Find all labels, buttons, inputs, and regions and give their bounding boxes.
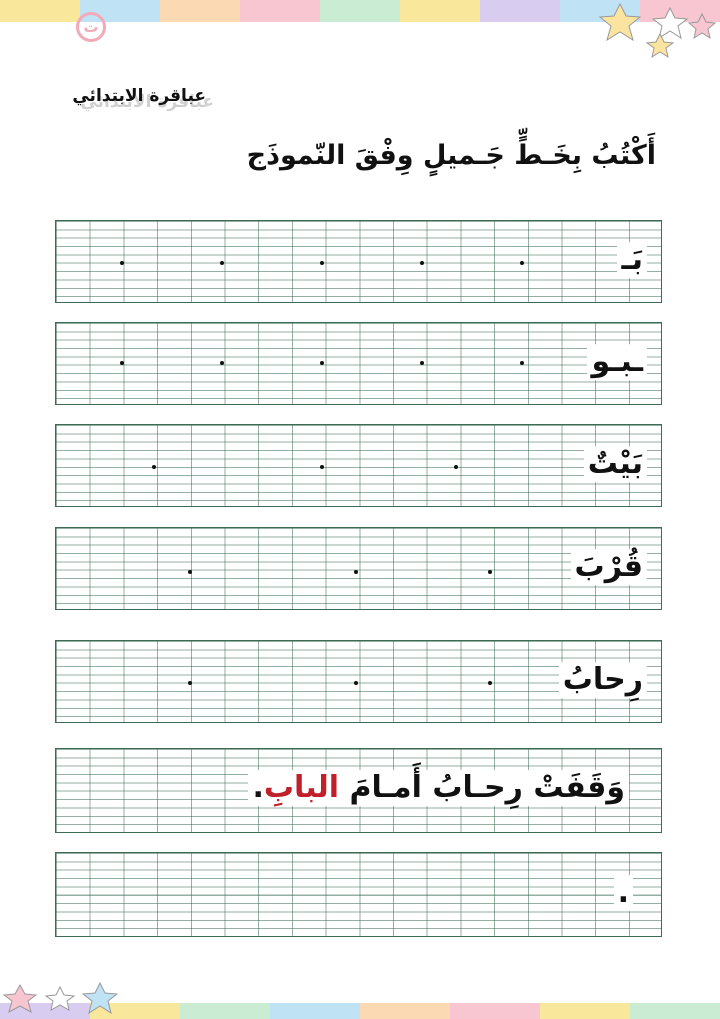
trace-dot — [188, 681, 192, 685]
trace-dot — [454, 465, 458, 469]
model-word: بَـ — [617, 242, 647, 278]
model-dot: . — [614, 875, 633, 911]
model-word: قُرْبَ — [571, 549, 647, 585]
trace-dot — [320, 361, 324, 365]
logo-icon: ت — [76, 12, 106, 42]
trace-dot — [520, 261, 524, 265]
trace-dot — [220, 361, 224, 365]
practice-row-5 — [55, 640, 662, 723]
instruction-heading: أَكْتُبُ بِخَـطٍّ جَـميلٍ وِفْقَ النّموذَج — [246, 140, 656, 171]
model-sentence — [248, 770, 629, 806]
trace-dot — [488, 681, 492, 685]
trace-dot — [320, 261, 324, 265]
sentence-part: أَمـامَ — [339, 769, 433, 805]
trace-dot — [354, 570, 358, 574]
trace-dot — [220, 261, 224, 265]
stars-decoration-icon — [0, 979, 140, 1019]
trace-dot — [520, 361, 524, 365]
brand-label: عباقرة الابتدائي — [72, 86, 206, 106]
practice-row-3 — [55, 424, 662, 507]
trace-dot — [120, 361, 124, 365]
model-word: رِحابُ — [559, 662, 647, 698]
trace-dot — [188, 570, 192, 574]
model-word: ـبـو — [587, 344, 647, 380]
trace-dot — [420, 361, 424, 365]
practice-row-1 — [55, 220, 662, 303]
stars-decoration-icon — [590, 0, 720, 60]
trace-dot — [320, 465, 324, 469]
sentence-part: وَقَفَتْ رِحـابُ — [432, 769, 625, 805]
trace-dot — [120, 261, 124, 265]
sentence-row — [55, 748, 662, 833]
blank-writing-row — [55, 852, 662, 937]
trace-dot — [420, 261, 424, 265]
practice-row-4 — [55, 527, 662, 610]
trace-dot — [152, 465, 156, 469]
practice-row-2 — [55, 322, 662, 405]
trace-dot — [354, 681, 358, 685]
sentence-part: . — [252, 769, 264, 805]
model-word: بَيْتٌ — [584, 446, 647, 482]
trace-dot — [488, 570, 492, 574]
sentence-highlight: البابِ — [263, 769, 340, 805]
